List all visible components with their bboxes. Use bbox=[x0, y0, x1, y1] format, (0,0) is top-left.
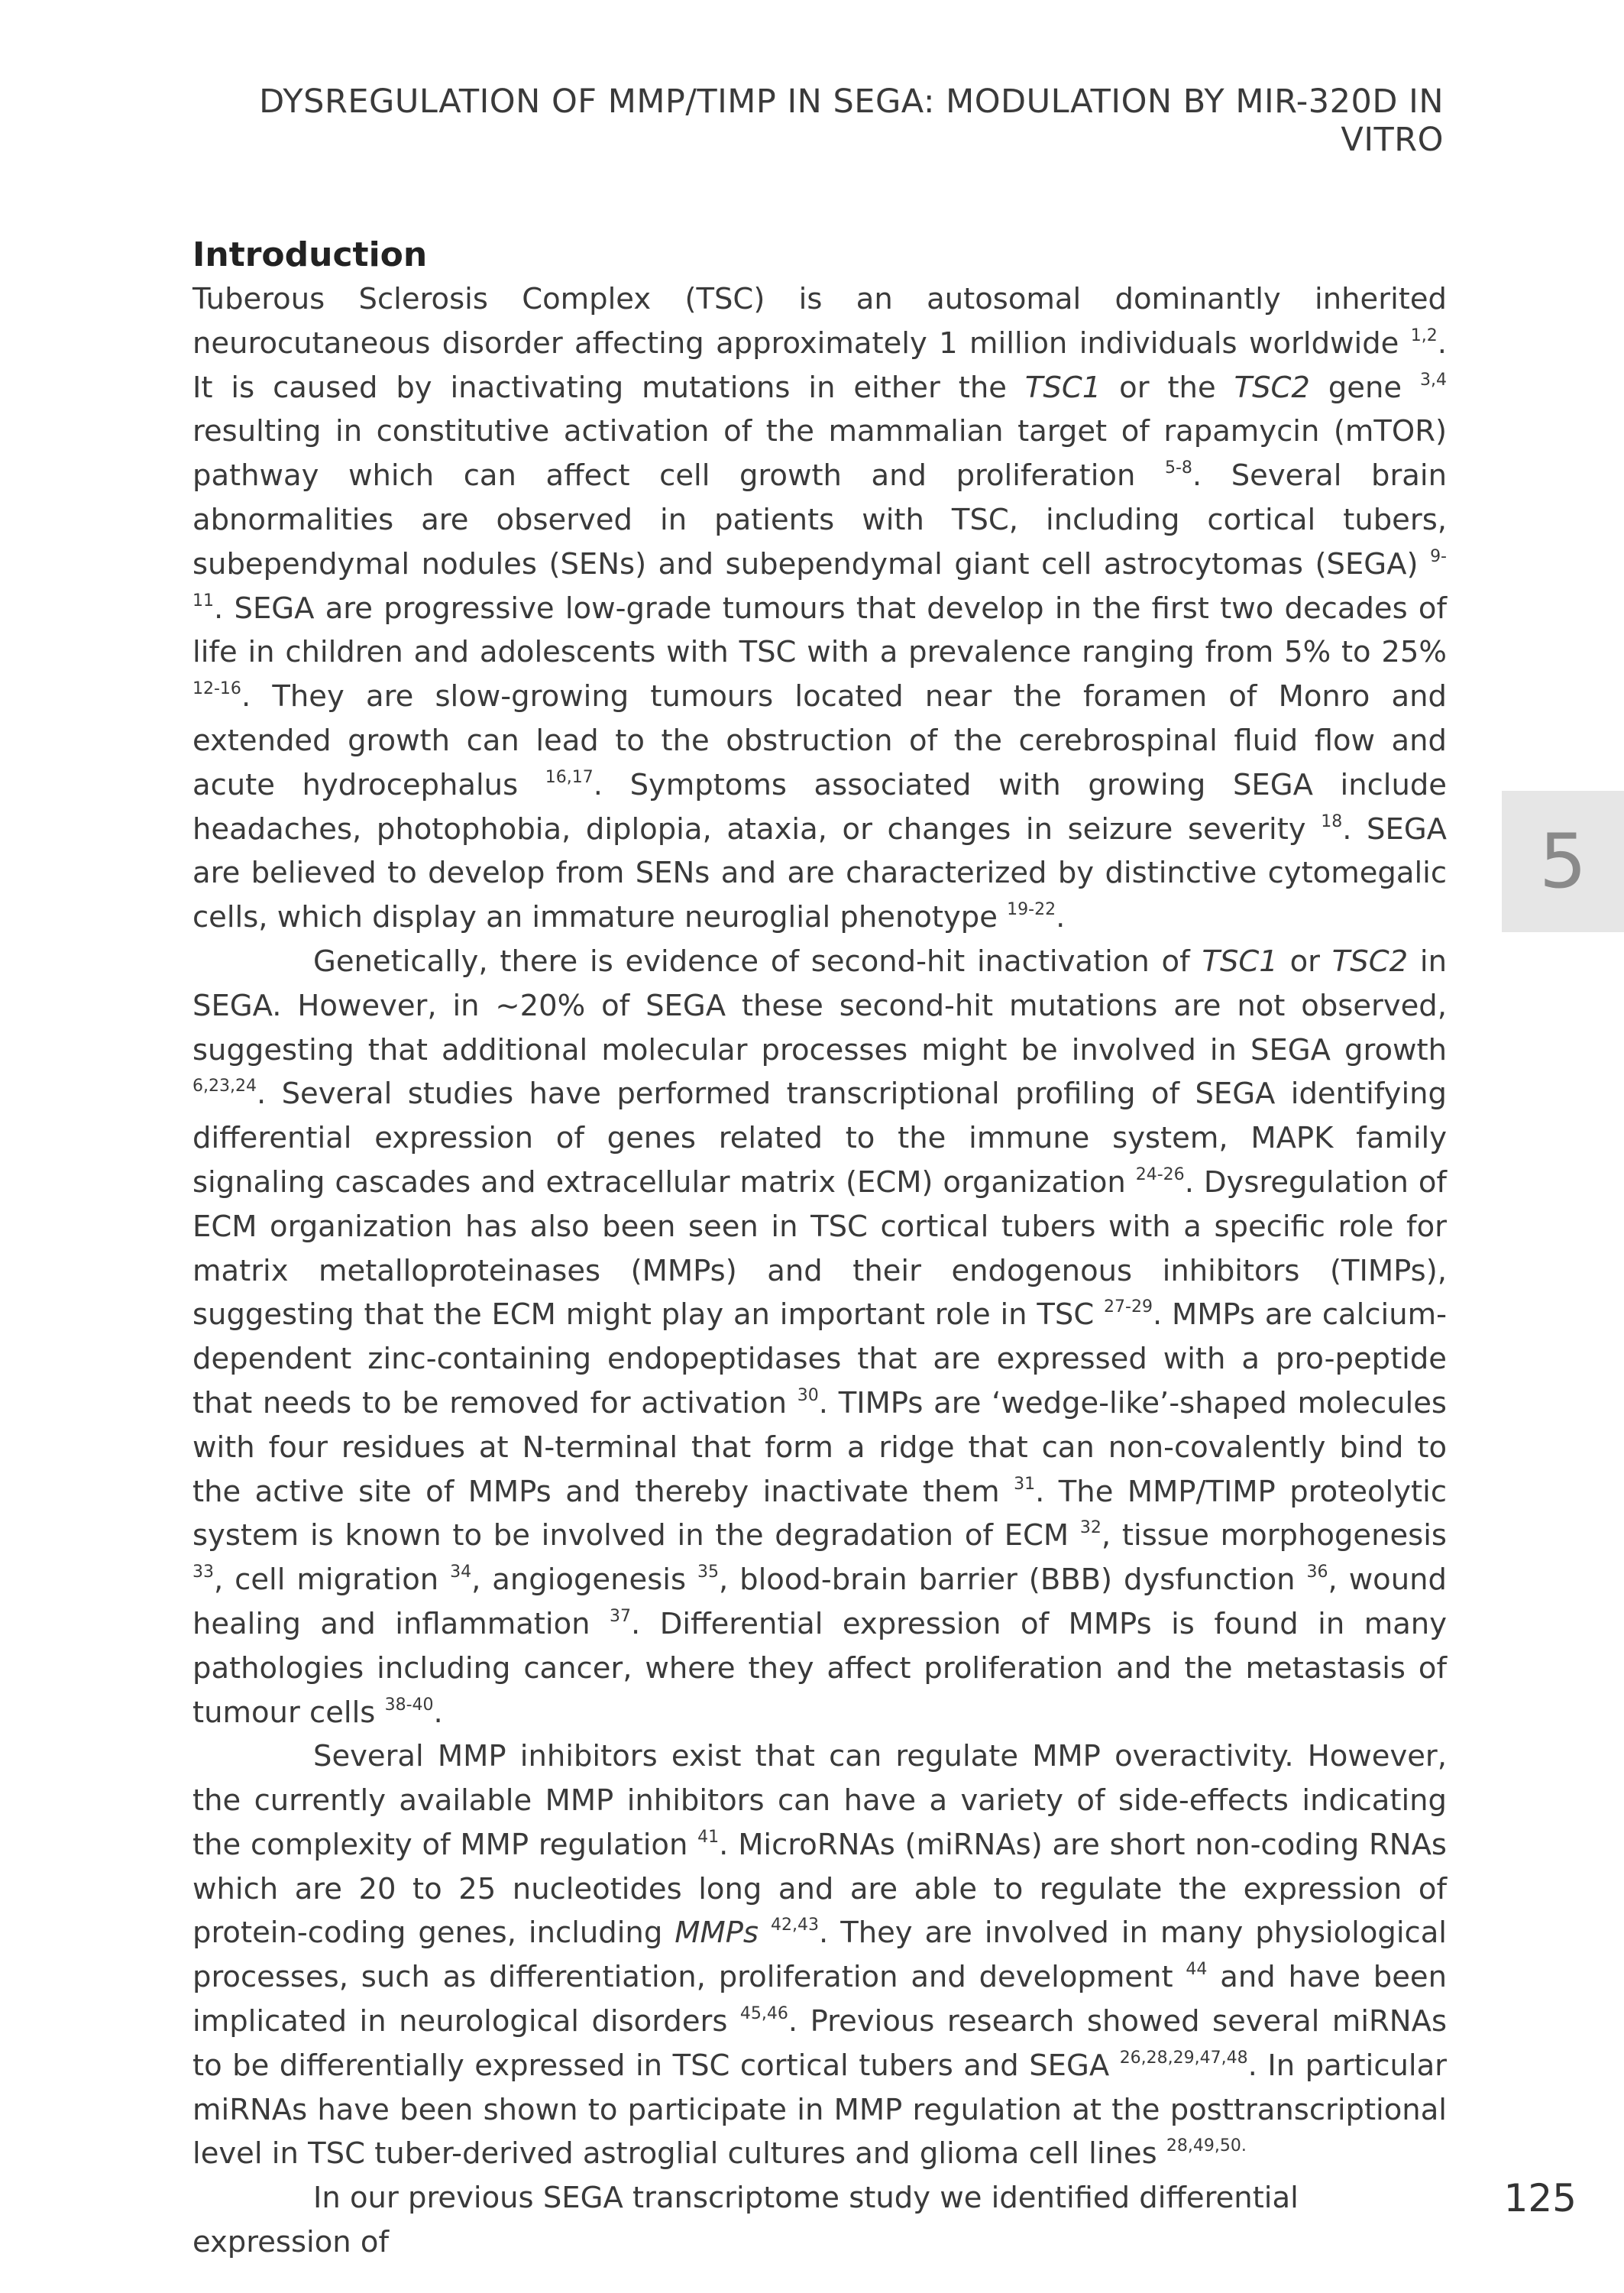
citation-superscript: 5-8 bbox=[1164, 458, 1192, 478]
citation-superscript: 24-26 bbox=[1135, 1164, 1185, 1184]
text-run: , wound healing and inflammation bbox=[192, 1563, 1447, 1641]
text-run: . bbox=[433, 1695, 443, 1730]
citation-superscript: 32 bbox=[1079, 1518, 1102, 1538]
text-run: . Differential expression of MMPs is found in many pathologies including cancer, where they affect proliferation and the metastasis of tumour cells bbox=[192, 1606, 1447, 1730]
citation-superscript: 26,28,29,47,48 bbox=[1119, 2048, 1248, 2068]
citation-superscript: 37 bbox=[610, 1606, 632, 1626]
gene-name: TSC2 bbox=[1234, 370, 1310, 405]
text-run: , blood-brain barrier (BBB) dysfunction bbox=[718, 1563, 1307, 1598]
citation-superscript: 34 bbox=[450, 1563, 472, 1582]
citation-superscript: 9-11 bbox=[192, 546, 1447, 610]
citation-superscript: 30 bbox=[797, 1385, 819, 1405]
text-run: and have been implicated in neurological disorders bbox=[192, 1960, 1447, 2039]
text-run: . It is caused by inactivating mutations in either the bbox=[192, 325, 1447, 405]
text-run: . The MMP/TIMP proteolytic system is known to be involved in the degradation of ECM bbox=[192, 1474, 1447, 1553]
citation-superscript: 28,49,50. bbox=[1166, 2136, 1247, 2156]
citation-superscript: 45,46 bbox=[739, 2004, 788, 2024]
text-run: Several MMP inhibitors exist that can regulate MMP overactivity. However, the currently available MMP inhibitors can have a variety of side-effects indicating the complexity of MMP regulation bbox=[192, 1739, 1447, 1862]
gene-name: TSC1 bbox=[1202, 944, 1278, 979]
citation-superscript: 3,4 bbox=[1420, 370, 1447, 390]
gene-name: TSC1 bbox=[1024, 370, 1102, 405]
text-run: . Symptoms associated with growing SEGA include headaches, photophobia, diplopia, ataxia, or changes in seizure severity bbox=[192, 767, 1447, 847]
text-run: Tuberous Sclerosis Complex (TSC) is an autosomal dominantly inherited neurocutaneous disorder affecting approximately 1 million individuals worldwide bbox=[192, 282, 1447, 361]
text-run: . They are involved in many physiological processes, such as differentiation, proliferation and development bbox=[192, 1916, 1447, 1995]
citation-superscript: 27-29 bbox=[1104, 1297, 1153, 1317]
text-run: In our previous SEGA transcriptome study we identified differential expression of bbox=[192, 2181, 1299, 2260]
text-run: or the bbox=[1101, 370, 1234, 405]
citation-superscript: 19-22 bbox=[1007, 900, 1056, 920]
text-run: . Several studies have performed transcriptional profiling of SEGA identifying differential expression of genes related to the immune system, MAPK family signaling cascades and extracellular matrix (ECM) organization bbox=[192, 1077, 1447, 1200]
citation-superscript: 1,2 bbox=[1410, 325, 1438, 345]
citation-superscript: 41 bbox=[697, 1827, 720, 1847]
body-paragraph bbox=[192, 1734, 1447, 2176]
text-run: , cell migration bbox=[214, 1563, 451, 1598]
text-run: . Previous research showed several miRNAs to be differentially expressed in TSC cortical tubers and SEGA bbox=[192, 2004, 1448, 2083]
text-run: . They are slow-growing tumours located near the foramen of Monro and extended growth can lead to the obstruction of the cerebrospinal fluid flow and acute hydrocephalus bbox=[192, 679, 1447, 802]
text-run: in SEGA. However, in ~20% of SEGA these second-hit mutations are not observed, suggesting that additional molecular processes might be involved in SEGA growth bbox=[192, 944, 1447, 1067]
article-body bbox=[192, 233, 1447, 2265]
body-paragraph bbox=[192, 940, 1447, 1734]
text-run: . Several brain abnormalities are observed in patients with TSC, including cortical tubers, subependymal nodules (SENs) and subependymal giant cell astrocytomas (SEGA) bbox=[192, 458, 1447, 581]
text-run: gene bbox=[1309, 370, 1420, 405]
text-run: , angiogenesis bbox=[471, 1563, 697, 1598]
text-run: . MMPs are calcium-dependent zinc-containing endopeptidases that are expressed with a pro-peptide that needs to be removed for activation bbox=[192, 1297, 1448, 1420]
citation-superscript: 42,43 bbox=[770, 1916, 819, 1935]
text-run: . Dysregulation of ECM organization has also been seen in TSC cortical tubers with a specific role for matrix metalloproteinases (MMPs) and their endogenous inhibitors (TIMPs), suggesting that the ECM might play an important role in TSC bbox=[192, 1164, 1447, 1333]
citation-superscript: 33 bbox=[192, 1563, 214, 1582]
running-head: DYSREGULATION OF MMP/TIMP IN SEGA: MODULATION BY MIR-320D IN VITRO bbox=[259, 83, 1444, 159]
section-heading: Introduction bbox=[192, 235, 428, 274]
text-run: . SEGA are progressive low-grade tumours that develop in the first two decades of life in children and adolescents with TSC with a prevalence ranging from 5% to 25% bbox=[192, 591, 1447, 670]
citation-superscript: 38-40 bbox=[384, 1695, 434, 1715]
citation-superscript: 16,17 bbox=[545, 767, 594, 787]
citation-superscript: 18 bbox=[1321, 811, 1343, 831]
body-paragraph bbox=[192, 277, 1447, 940]
citation-superscript: 35 bbox=[697, 1563, 719, 1582]
text-run: , tissue morphogenesis bbox=[1101, 1518, 1447, 1553]
text-run: or bbox=[1277, 944, 1332, 979]
text-run: resulting in constitutive activation of the mammalian target of rapamycin (mTOR) pathway which can affect cell growth and proliferation bbox=[192, 414, 1447, 494]
paragraph-container bbox=[192, 277, 1447, 2265]
citation-superscript: 12-16 bbox=[192, 679, 241, 699]
page-number: 125 bbox=[1503, 2176, 1577, 2220]
gene-name: MMPs bbox=[675, 1916, 759, 1951]
body-paragraph bbox=[192, 2176, 1447, 2265]
citation-superscript: 6,23,24 bbox=[192, 1077, 257, 1096]
gene-name: TSC2 bbox=[1331, 944, 1409, 979]
text-run: . MicroRNAs (miRNAs) are short non-coding RNAs which are 20 to 25 nucleotides long and are able to regulate the expression of protein-coding genes, including bbox=[192, 1827, 1447, 1951]
text-run: . SEGA are believed to develop from SENs and are characterized by distinctive cytomegalic cells, which display an immature neuroglial phenotype bbox=[192, 811, 1447, 935]
text-run: . TIMPs are ‘wedge-like’-shaped molecules with four residues at N-terminal that form a ridge that can non-covalently bind to the active site of MMPs and thereby inactivate them bbox=[192, 1385, 1447, 1509]
text-run: Genetically, there is evidence of second-hit inactivation of bbox=[313, 944, 1202, 979]
citation-superscript: 36 bbox=[1306, 1563, 1328, 1582]
chapter-tab: 5 bbox=[1502, 791, 1624, 932]
text-run bbox=[759, 1916, 771, 1950]
text-run: . In particular miRNAs have been shown to participate in MMP regulation at the posttranscriptional level in TSC tuber-derived astroglial cultures and glioma cell lines bbox=[192, 2048, 1448, 2172]
citation-superscript: 44 bbox=[1186, 1960, 1208, 1980]
text-run: . bbox=[1056, 900, 1066, 935]
citation-superscript: 31 bbox=[1014, 1474, 1036, 1494]
